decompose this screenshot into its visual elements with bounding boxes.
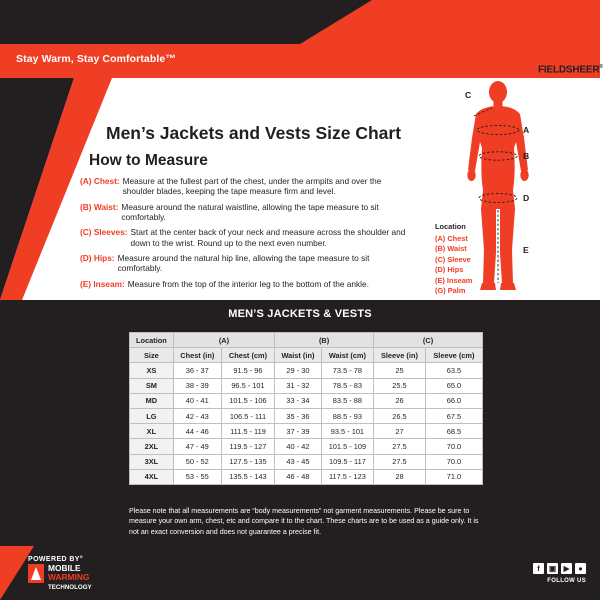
page-title: Men’s Jackets and Vests Size Chart <box>106 123 402 143</box>
cell-chest-in: 53 - 55 <box>173 469 221 484</box>
legend-item: (A) Chest <box>435 233 468 243</box>
cell-sleeve-in: 27.5 <box>374 439 426 454</box>
col-sleeve-cm: Sleeve (cm) <box>425 348 482 363</box>
measure-key: (A) Chest: <box>80 176 120 186</box>
cell-chest-cm: 135.5 - 143 <box>221 469 274 484</box>
how-to-measure-list <box>80 176 410 294</box>
cell-size: SM <box>130 378 174 393</box>
follow-us-label: FOLLOW US <box>547 578 586 584</box>
brand-tagline: Stay Warm, Stay Comfortable™ <box>16 53 176 65</box>
cell-waist-cm: 83.5 - 88 <box>321 393 373 408</box>
cell-chest-cm: 119.5 - 127 <box>221 439 274 454</box>
group-header-b: (B) <box>275 333 374 348</box>
cell-chest-in: 50 - 52 <box>173 454 221 469</box>
table-note: Please note that all measurements are “body measurements” not garment measurements. Please be sure to measure your own arm, chest, etc and compare it to the chart. These charts are to be used as a guide only. It is not an exact conversion and does not guarantee a precise fit. <box>129 507 479 536</box>
group-header-c: (C) <box>374 333 483 348</box>
mobile-warming-wordmark <box>48 564 92 591</box>
measure-text: Start at the center back of your neck and measure across the shoulder and down to the wrist. Round up to the next even number. <box>130 227 406 248</box>
legend-item: (B) Waist <box>435 244 467 254</box>
cell-waist-cm: 101.5 - 109 <box>321 439 373 454</box>
fieldsheer-logo-icon <box>519 62 534 78</box>
legend-item: (C) Sleeve <box>435 254 471 264</box>
figure-legend <box>435 222 472 297</box>
facebook-icon[interactable]: f <box>533 563 544 574</box>
cell-chest-in: 44 - 46 <box>173 424 221 439</box>
cell-waist-cm: 78.5 - 83 <box>321 378 373 393</box>
cell-size: 4XL <box>130 469 174 484</box>
group-header-location: Location <box>130 333 174 348</box>
cell-chest-in: 40 - 41 <box>173 393 221 408</box>
legend-item: (D) Hips <box>435 265 464 275</box>
table-row <box>130 424 483 439</box>
measure-text: Measure at the fullest part of the chest, under the armpits and over the shoulder blades, keeping the tape measure firm and level. <box>122 176 382 197</box>
cell-chest-cm: 101.5 - 106 <box>221 393 274 408</box>
cell-sleeve-in: 26 <box>374 393 426 408</box>
table-header-row <box>130 348 483 363</box>
youtube-icon[interactable]: ▶ <box>561 563 572 574</box>
cell-sleeve-cm: 65.0 <box>425 378 482 393</box>
cell-chest-in: 42 - 43 <box>173 408 221 423</box>
cell-sleeve-cm: 67.5 <box>425 408 482 423</box>
cell-waist-cm: 117.5 - 123 <box>321 469 373 484</box>
cell-waist-in: 29 - 30 <box>275 363 322 378</box>
measure-item <box>80 253 410 273</box>
table-section <box>0 300 600 536</box>
cell-chest-cm: 111.5 - 119 <box>221 424 274 439</box>
measure-item <box>80 176 410 196</box>
measure-item <box>80 227 410 247</box>
group-header-a: (A) <box>173 333 274 348</box>
col-size: Size <box>130 348 174 363</box>
cell-waist-in: 37 - 39 <box>275 424 322 439</box>
cell-sleeve-cm: 70.0 <box>425 439 482 454</box>
cell-waist-in: 43 - 45 <box>275 454 322 469</box>
cell-sleeve-in: 25.5 <box>374 378 426 393</box>
cell-waist-cm: 109.5 - 117 <box>321 454 373 469</box>
col-waist-cm: Waist (cm) <box>321 348 373 363</box>
cell-size: LG <box>130 408 174 423</box>
mobile-warming-logo <box>28 564 92 591</box>
measure-text: Measure around the natural waistline, allowing the tape measure to sit comfortably. <box>121 201 379 222</box>
measure-key: (C) Sleeves: <box>80 227 128 238</box>
cell-waist-cm: 93.5 - 101 <box>321 424 373 439</box>
section-subtitle: How to Measure <box>89 152 208 169</box>
figure-label-b: B <box>523 151 530 161</box>
figure-label-a: A <box>523 125 530 135</box>
cell-chest-in: 47 - 49 <box>173 439 221 454</box>
cell-size: XL <box>130 424 174 439</box>
cell-chest-cm: 127.5 - 135 <box>221 454 274 469</box>
cell-waist-in: 46 - 48 <box>275 469 322 484</box>
cell-waist-in: 40 - 42 <box>275 439 322 454</box>
figure-label-e: E <box>523 245 529 255</box>
table-row <box>130 408 483 423</box>
cell-size: 2XL <box>130 439 174 454</box>
social-links[interactable] <box>530 563 586 574</box>
measure-key: (B) Waist: <box>80 201 119 212</box>
cell-waist-cm: 88.5 - 93 <box>321 408 373 423</box>
table-group-header-row <box>130 333 483 348</box>
table-row <box>130 363 483 378</box>
mw-line2: WARMING <box>48 571 90 582</box>
cell-waist-in: 31 - 32 <box>275 378 322 393</box>
cell-chest-cm: 96.5 - 101 <box>221 378 274 393</box>
figure-label-c: C <box>465 90 472 100</box>
measure-text: Measure from the top of the interior leg to the bottom of the ankle. <box>127 278 369 289</box>
measure-text: Measure around the natural hip line, allowing the tape measure to sit comfortably. <box>117 253 370 274</box>
measure-key: (D) Hips: <box>80 253 115 264</box>
cell-waist-cm: 73.5 - 78 <box>321 363 373 378</box>
cell-sleeve-cm: 71.0 <box>425 469 482 484</box>
cell-sleeve-in: 27.5 <box>374 454 426 469</box>
cell-size: 3XL <box>130 454 174 469</box>
cell-sleeve-cm: 63.5 <box>425 363 482 378</box>
cell-sleeve-in: 25 <box>374 363 426 378</box>
cell-chest-cm: 91.5 - 96 <box>221 363 274 378</box>
cell-sleeve-cm: 68.5 <box>425 424 482 439</box>
brand-logo <box>519 62 603 78</box>
instagram-icon[interactable]: ▣ <box>548 564 557 573</box>
cell-chest-in: 38 - 39 <box>173 378 221 393</box>
cell-sleeve-cm: 70.0 <box>425 454 482 469</box>
legend-item: (E) Inseam <box>435 275 473 285</box>
size-chart-table <box>129 332 483 485</box>
col-sleeve-in: Sleeve (in) <box>374 348 426 363</box>
table-row <box>130 454 483 469</box>
table-row <box>130 469 483 484</box>
mw-line3: TECHNOLOGY <box>48 583 92 591</box>
brand-name: FIELDSHEER® <box>538 64 603 76</box>
cell-waist-in: 35 - 36 <box>275 408 322 423</box>
col-chest-in: Chest (in) <box>173 348 221 363</box>
col-chest-cm: Chest (cm) <box>221 348 274 363</box>
cell-sleeve-in: 28 <box>374 469 426 484</box>
cell-waist-in: 33 - 34 <box>275 393 322 408</box>
measure-key: (E) Inseam: <box>80 278 125 289</box>
measure-item <box>80 202 410 222</box>
legend-title: Location <box>435 222 466 231</box>
table-title: MEN’S JACKETS & VESTS <box>228 308 372 320</box>
legend-item: (G) Palm <box>435 286 466 296</box>
cell-chest-in: 36 - 37 <box>173 363 221 378</box>
table-row <box>130 393 483 408</box>
mobile-warming-mark-icon <box>28 564 44 583</box>
measure-item <box>80 279 410 289</box>
cell-sleeve-in: 26.5 <box>374 408 426 423</box>
cell-sleeve-in: 27 <box>374 424 426 439</box>
cell-sleeve-cm: 66.0 <box>425 393 482 408</box>
powered-by-label: POWERED BY° <box>28 556 84 563</box>
cell-size: XS <box>130 363 174 378</box>
twitter-icon[interactable]: ● <box>575 563 586 574</box>
table-row <box>130 439 483 454</box>
col-waist-in: Waist (in) <box>275 348 322 363</box>
cell-chest-cm: 106.5 - 111 <box>221 408 274 423</box>
figure-label-d: D <box>523 193 530 203</box>
table-row <box>130 378 483 393</box>
mw-line1: MOBILE <box>48 563 81 573</box>
cell-size: MD <box>130 393 174 408</box>
